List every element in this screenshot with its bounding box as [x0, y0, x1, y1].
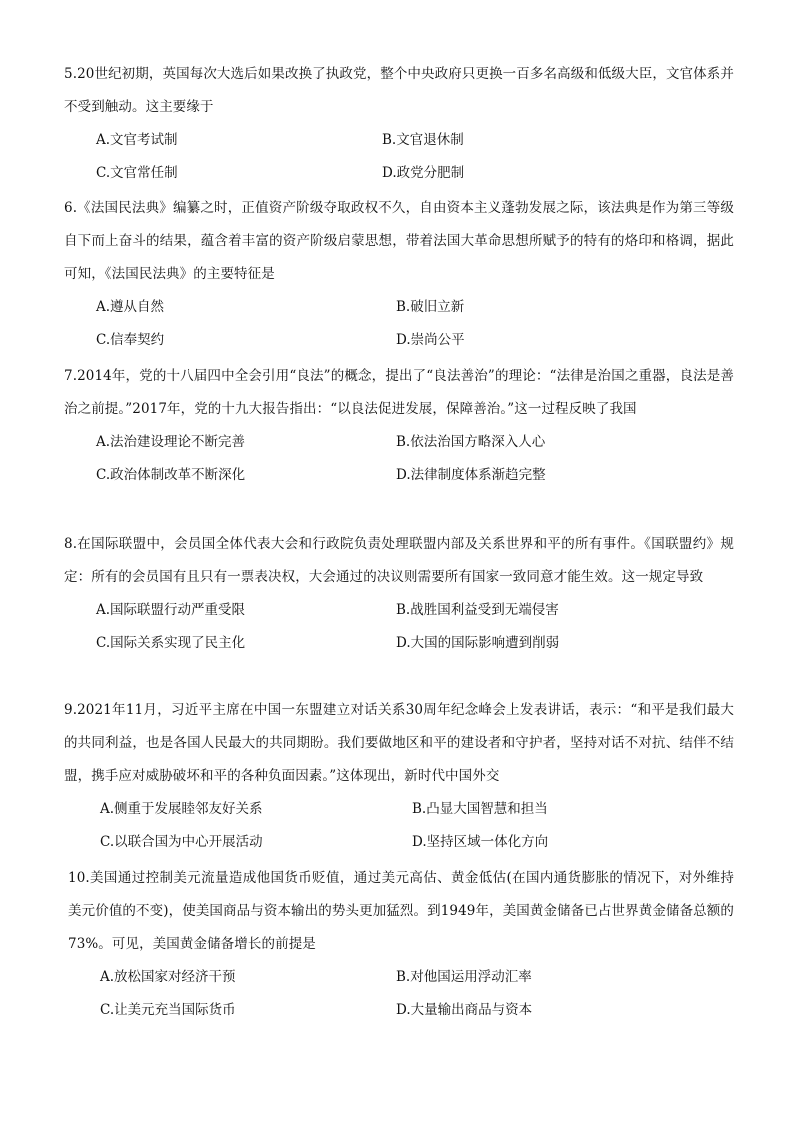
option-c[interactable]: C.信奉契约	[96, 332, 165, 348]
option-b[interactable]: B.依法治国方略深入人心	[396, 434, 546, 450]
option-c[interactable]: C.让美元充当国际货币	[100, 1002, 236, 1018]
option-d[interactable]: D.大国的国际影响遭到削弱	[396, 635, 560, 651]
question-9	[64, 694, 734, 859]
question-7	[64, 360, 734, 492]
option-c[interactable]: C.政治体制改革不断深化	[96, 467, 246, 483]
option-c[interactable]: C.以联合国为中心开展活动	[100, 834, 263, 850]
option-b[interactable]: B.战胜国利益受到无端侵害	[396, 602, 559, 618]
option-d[interactable]: D.坚持区域一体化方向	[412, 834, 549, 850]
question-stem: 9.2021年11月，习近平主席在中国一东盟建立对话关系30周年纪念峰会上发表讲话，表示：“和平是我们最大的共同利益，也是各国人民最大的共同期盼。我们要做地区和平的建设者和守护者，坚持对话不对抗、结伴不结盟，携手应对威胁破坏和平的各种负面因素。”这体现出，新时代中国外交	[64, 702, 734, 784]
option-row	[64, 157, 734, 190]
question-10	[64, 862, 734, 1027]
option-row	[64, 961, 734, 994]
option-d[interactable]: D.政党分肥制	[382, 165, 465, 181]
option-row	[64, 324, 734, 357]
question-6	[64, 192, 734, 357]
option-b[interactable]: B.破旧立新	[396, 299, 465, 315]
option-a[interactable]: A.文官考试制	[96, 132, 178, 148]
option-c[interactable]: C.文官常任制	[96, 165, 178, 181]
option-a[interactable]: A.国际联盟行动严重受限	[96, 602, 246, 618]
option-a[interactable]: A.放松国家对经济干预	[100, 969, 236, 985]
question-stem: 10.美国通过控制美元流量造成他国货币贬值，通过美元高估、黄金低估(在国内通货膨胀的情况下，对外维持美元价值的不变)，使美国商品与资本输出的势头更加猛烈。到1949年，美国黄金储备已占世界黄金储备总额的73%。可见，美国黄金储备增长的前提是	[68, 870, 734, 952]
option-row	[64, 291, 734, 324]
option-b[interactable]: B.凸显大国智慧和担当	[412, 801, 548, 817]
option-row	[64, 793, 734, 826]
option-b[interactable]: B.文官退休制	[382, 132, 464, 148]
option-row	[64, 994, 734, 1027]
option-row	[64, 426, 734, 459]
option-b[interactable]: B.对他国运用浮动汇率	[396, 969, 532, 985]
question-8	[64, 528, 734, 660]
option-d[interactable]: D.法律制度体系渐趋完整	[396, 467, 546, 483]
question-stem: 7.2014年，党的十八届四中全会引用“良法”的概念，提出了“良法善治”的理论：“法律是治国之重器，良法是善治之前提。”2017年，党的十九大报告指出：“以良法促进发展，保障善治。”这一过程反映了我国	[64, 368, 734, 417]
question-stem: 5.20世纪初期，英国每次大选后如果改换了执政党，整个中央政府只更换一百多名高级和低级大臣，文官体系并不受到触动。这主要缘于	[64, 66, 734, 115]
question-5	[64, 58, 734, 190]
option-row	[64, 124, 734, 157]
option-row	[64, 826, 734, 859]
question-stem: 6.《法国民法典》编纂之时，正值资产阶级夺取政权不久，自由资本主义蓬勃发展之际，该法典是作为第三等级自下而上奋斗的结果，蕴含着丰富的资产阶级启蒙思想，带着法国大革命思想所赋予的特有的烙印和格调，据此可知，《法国民法典》的主要特征是	[64, 200, 734, 282]
option-row	[64, 459, 734, 492]
option-d[interactable]: D.崇尚公平	[396, 332, 465, 348]
option-d[interactable]: D.大量输出商品与资本	[396, 1002, 533, 1018]
option-c[interactable]: C.国际关系实现了民主化	[96, 635, 246, 651]
question-stem: 8.在国际联盟中，会员国全体代表大会和行政院负责处理联盟内部及关系世界和平的所有事件。《国联盟约》规定：所有的会员国有且只有一票表决权，大会通过的决议则需要所有国家一致同意才能生效。这一规定导致	[64, 536, 734, 585]
option-a[interactable]: A.侧重于发展睦邻友好关系	[100, 801, 263, 817]
option-a[interactable]: A.法治建设理论不断完善	[96, 434, 246, 450]
option-a[interactable]: A.遵从自然	[96, 299, 165, 315]
option-row	[64, 627, 734, 660]
option-row	[64, 594, 734, 627]
